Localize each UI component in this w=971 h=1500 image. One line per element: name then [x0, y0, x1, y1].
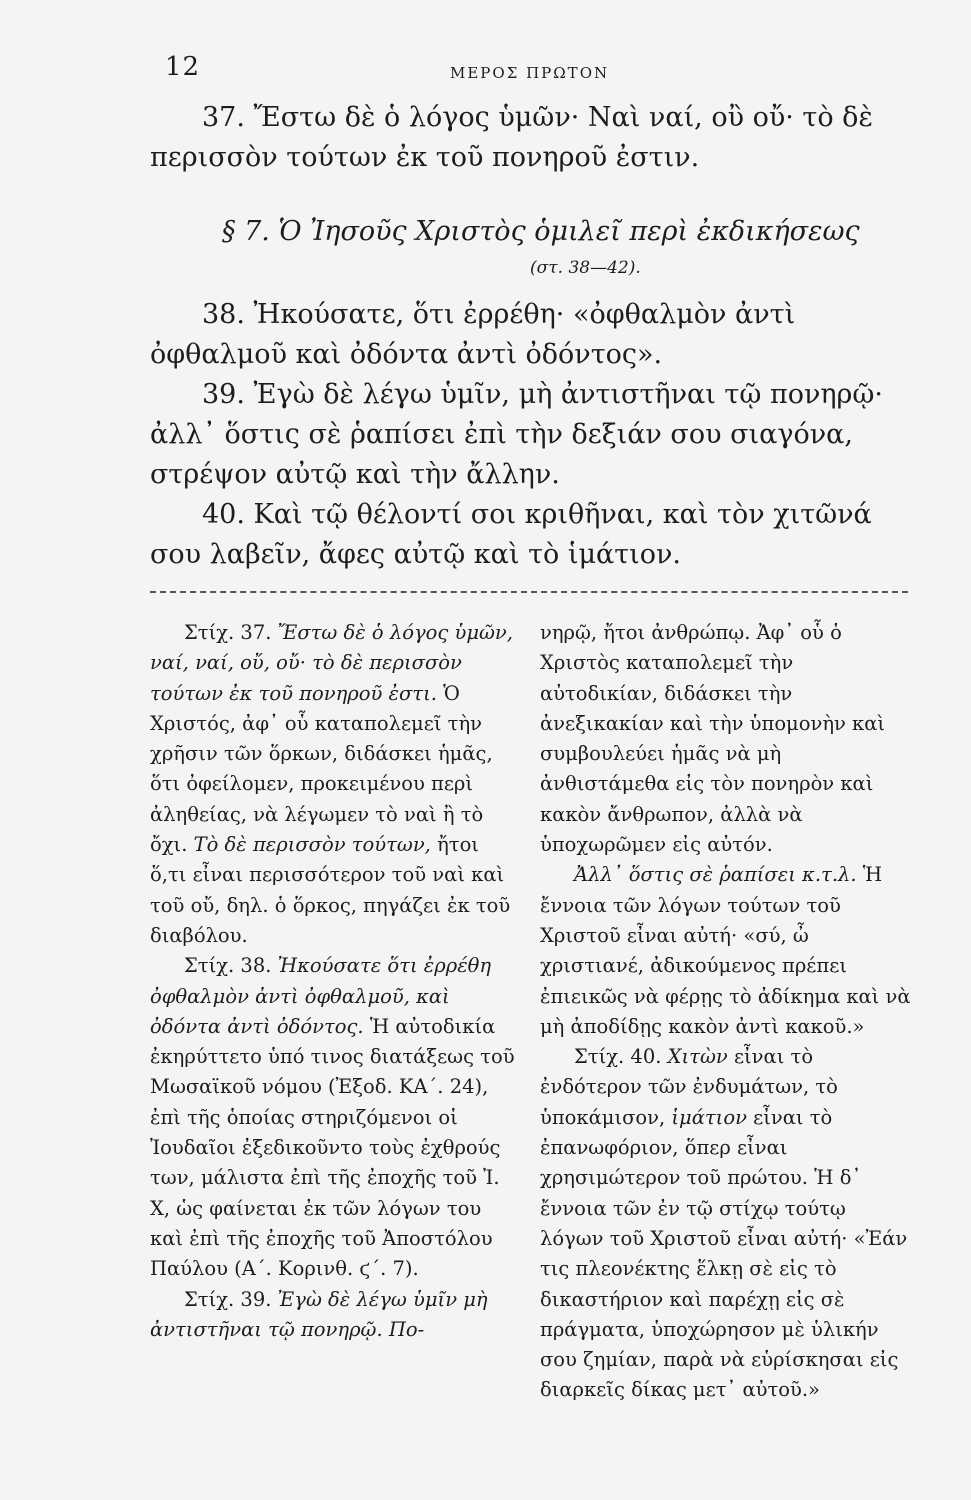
verse-37	[150, 98, 930, 178]
commentary-left-column	[150, 618, 520, 1345]
section-range: (στ. 38—42).	[530, 258, 641, 278]
note-lemma: ἱμάτιον	[671, 1105, 747, 1129]
note-text: νηρῷ, ἤτοι ἀνθρώπῳ. Ἀφ᾽ οὗ ὁ Χριστὸς καταπολεμεῖ τὴν αὐτοδικίαν, διδάσκει τὴν ἀνεξικακίαν καὶ τὴν ὑπομονὴν καὶ συμβουλεύει ἡμᾶς νὰ μὴ ἀνθιστάμεθα εἰς τὸν πονηρὸν καὶ κακὸν ἄνθρωπον, ἀλλὰ νὰ ὑποχωρῶμεν εἰς αὐτόν.	[540, 621, 886, 857]
note-lemma: Χιτὼν	[667, 1045, 728, 1069]
verse-39-text: 39. Ἐγὼ δὲ λέγω ὑμῖν, μὴ ἀντιστῆναι τῷ πονηρῷ· ἀλλ᾽ ὅστις σὲ ῥαπίσει ἐπὶ τὴν δεξιάν σου σιαγόνα, στρέψον αὐτῷ καὶ τὴν ἄλλην.	[150, 379, 884, 490]
note-verse-39	[150, 1285, 520, 1346]
verse-37-text: 37. Ἔστω δὲ ὁ λόγος ὑμῶν· Ναὶ ναί, οὒ οὔ· τὸ δὲ περισσὸν τούτων ἐκ τοῦ πονηροῦ ἐστιν.	[150, 102, 873, 173]
note-text: Ἡ αὐτοδικία ἐκηρύττετο ὑπό τινος διατάξεως τοῦ Μωσαϊκοῦ νόμου (Ἐξοδ. ΚΑ΄. 24), ἐπὶ τῆς ὁποίας στηριζόμενοι οἱ Ἰουδαῖοι ἐξεδικοῦντο τοὺς ἐχθρούς των, μάλιστα ἐπὶ τῆς ἐποχῆς τοῦ Ἰ. Χ, ὡς φαίνεται ἐκ τῶν λόγων του καὶ ἐπὶ τῆς ἐποχῆς τοῦ Ἀποστόλου Παύλου (Α΄. Κορινθ. ϛ΄. 7).	[150, 1014, 515, 1281]
note-lemma: Τὸ δὲ περισσὸν τούτων,	[193, 833, 431, 857]
note-text: εἶναι τὸ ἐπανωφόριον, ὅπερ εἶναι χρησιμώτερον τοῦ πρώτου. Ἡ δ᾽ ἔννοια τῶν ἐν τῷ στίχῳ τούτῳ λόγων τοῦ Χριστοῦ εἶναι αὐτή· «Ἐάν τις πλεονέκτης ἕλκῃ σὲ εἰς τὸ δικαστήριον καὶ παρέχῃ εἰς σὲ πράγματα, ὑποχώρησον μὲ ὑλικήν σου ζημίαν, παρὰ νὰ εὑρίσκησαι εἰς διαρκεῖς δίκας μετ᾽ αὐτοῦ.»	[540, 1105, 908, 1402]
section-heading: § 7. Ὁ Ἰησοῦς Χριστὸς ὁμιλεῖ περὶ ἐκδικήσεως	[222, 216, 860, 247]
note-label: Στίχ. 38.	[184, 954, 272, 978]
verse-40-text: 40. Καὶ τῷ θέλοντί σοι κριθῆναι, καὶ τὸν χιτῶνά σου λαβεῖν, ἄφες αὐτῷ καὶ τὸ ἱμάτιον.	[150, 499, 872, 570]
note-text: εἶναι τὸ ἐνδότερον τῶν ἐνδυμάτων, τὸ ὑποκάμισον,	[540, 1045, 838, 1129]
note-text: Ἡ ἔννοια τῶν λόγων τούτων τοῦ Χριστοῦ εἶναι αὐτή· «σύ, ὦ χριστιανέ, ἀδικούμενος πρέπει ἐπιεικῶς νὰ φέρῃς τὸ ἀδίκημα καὶ νὰ μὴ ἀποδίδῃς κακὸν ἀντὶ κακοῦ.»	[540, 863, 911, 1038]
note-label: Στίχ. 39.	[184, 1287, 272, 1311]
note-lemma: Ἀλλ᾽ ὅστις σὲ ῥαπίσει κ.τ.λ.	[574, 863, 857, 887]
note-label: Στίχ. 37.	[184, 621, 272, 644]
page-number: 12	[165, 52, 201, 82]
note-verse-37	[150, 618, 520, 951]
note-lemma: Ἔστω δὲ ὁ λόγος ὑμῶν, ναί, ναί, οὔ, οὔ· τὸ δὲ περισσὸν τούτων ἐκ τοῦ πονηροῦ ἐστι.	[150, 621, 513, 705]
note-verse-38	[150, 951, 520, 1284]
note-lemma: Ἠκούσατε ὅτι ἐρρέθη ὀφθαλμὸν ἀντὶ ὀφθαλμοῦ, καὶ ὀδόντα ἀντὶ ὀδόντος.	[150, 954, 492, 1038]
main-verses	[150, 295, 930, 575]
note-text: ἤτοι ὅ,τι εἶναι περισσότερον τοῦ ναὶ καὶ τοῦ οὔ, δηλ. ὁ ὅρκος, πηγάζει ἐκ τοῦ διαβόλου.	[150, 833, 511, 947]
note-verse-39-b	[540, 860, 915, 1042]
note-verse-39-cont	[540, 618, 915, 860]
note-verse-40	[540, 1042, 915, 1406]
commentary-right-column	[540, 618, 915, 1406]
note-label: Στίχ. 40.	[574, 1045, 662, 1069]
verse-38-text: 38. Ἠκούσατε, ὅτι ἐρρέθη· «ὀφθαλμὸν ἀντὶ ὀφθαλμοῦ καὶ ὀδόντα ἀντὶ ὀδόντος».	[150, 299, 796, 370]
separator-rule	[150, 591, 908, 593]
note-lemma: Ἐγὼ δὲ λέγω ὑμῖν μὴ ἀντιστῆναι τῷ πονηρῷ. Πο-	[150, 1287, 488, 1341]
note-text: Ὁ Χριστός, ἀφ᾽ οὗ καταπολεμεῖ τὴν χρῆσιν τῶν ὅρκων, διδάσκει ἡμᾶς, ὅτι ὀφείλομεν, προκειμένου περὶ ἀληθείας, νὰ λέγωμεν τὸ ναὶ ἢ τὸ ὄχι.	[150, 681, 493, 857]
running-head: ΜΕΡΟΣ ΠΡΩΤΟΝ	[450, 64, 610, 82]
